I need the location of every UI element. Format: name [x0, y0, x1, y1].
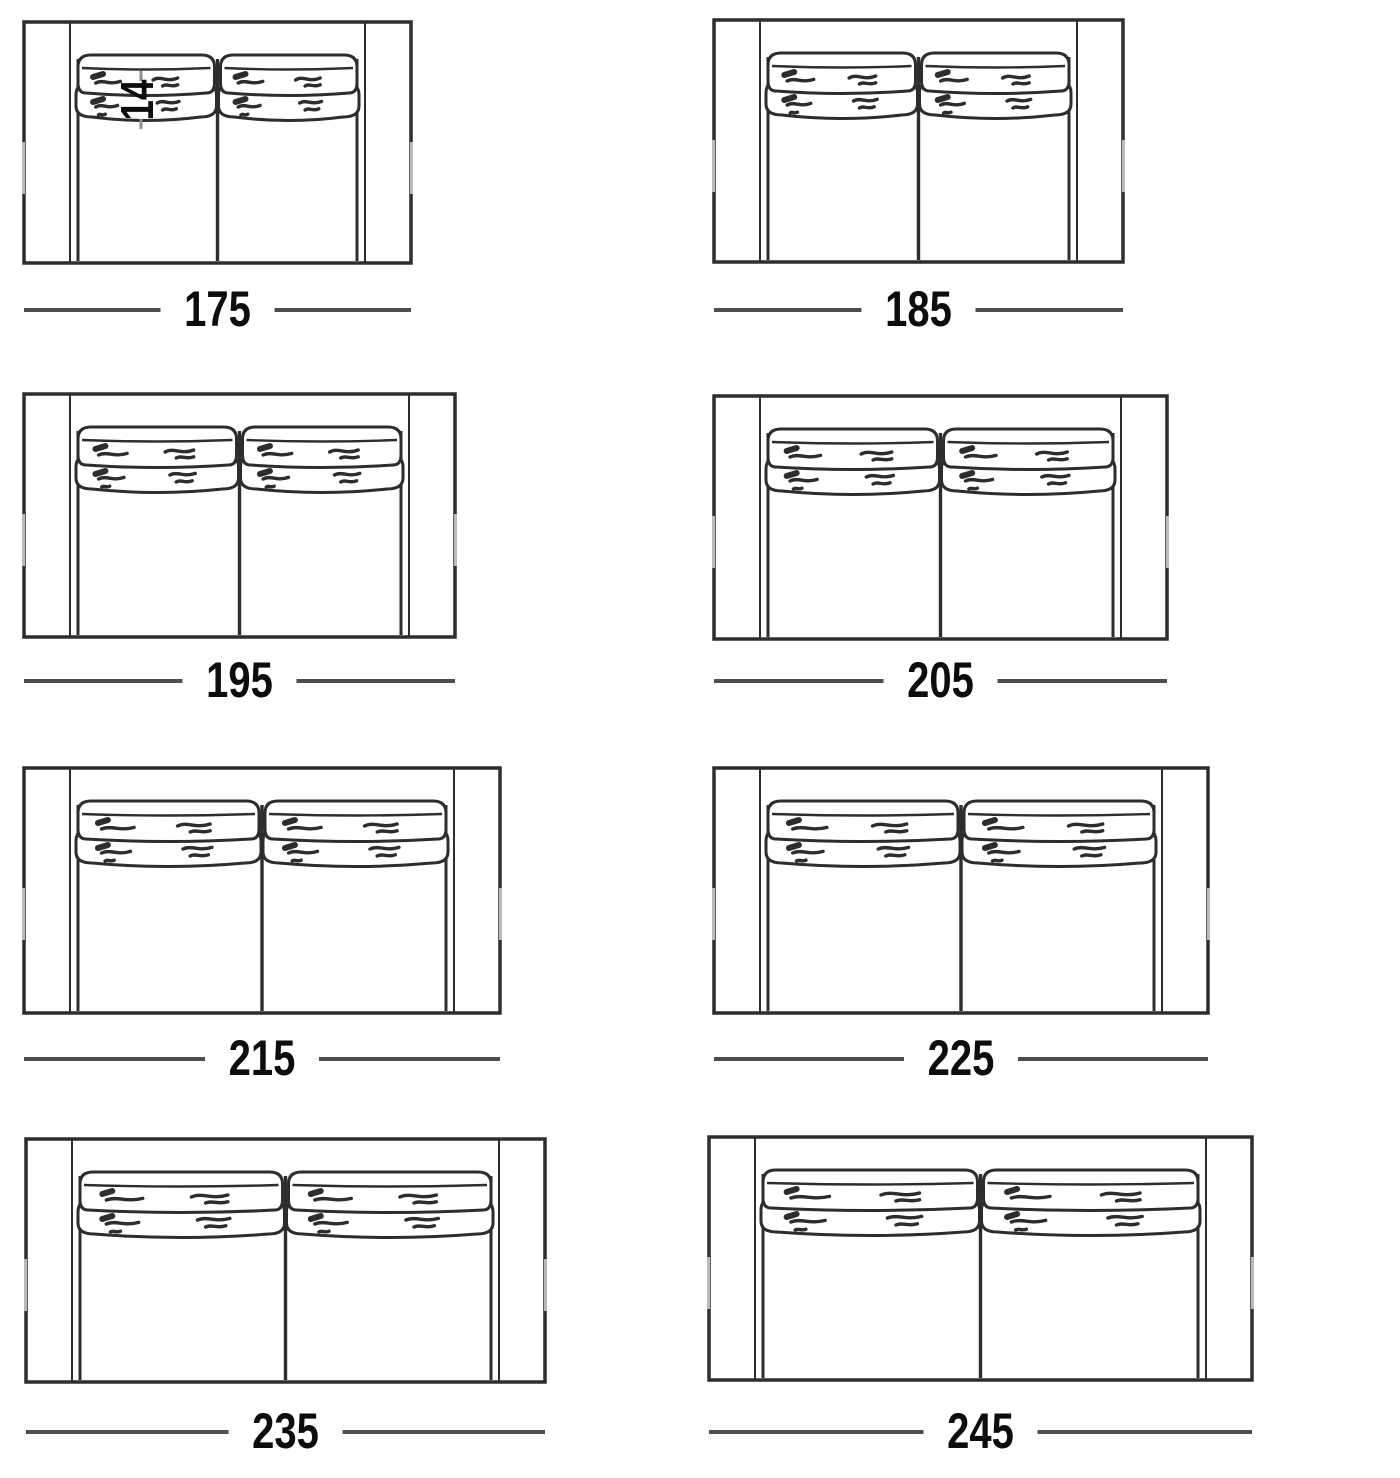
wrinkle-mark [793, 488, 801, 489]
wrinkle-mark [311, 1216, 321, 1219]
wrinkle-mark [365, 824, 398, 826]
wrinkle-mark [787, 448, 797, 451]
sofa-diagram-205 [714, 396, 1168, 708]
wrinkle-mark [787, 79, 814, 81]
wrinkle-mark [1011, 1196, 1050, 1198]
wrinkle-mark [938, 97, 948, 100]
wrinkle-mark [1074, 847, 1104, 849]
wrinkle-mark [854, 99, 878, 101]
dimension-label: 225 [927, 1029, 995, 1087]
sofa-diagram-215 [24, 768, 501, 1086]
wrinkle-mark [969, 488, 977, 489]
wrinkle-mark [163, 109, 177, 110]
wrinkle-mark [787, 1189, 797, 1192]
wrinkle-mark [1049, 483, 1066, 484]
dimension [24, 281, 411, 337]
wrinkle-mark [102, 851, 131, 853]
wrinkle-mark [176, 481, 192, 482]
wrinkle-mark [993, 860, 1003, 861]
wrinkle-mark [790, 455, 821, 457]
wrinkle-mark [414, 1202, 436, 1203]
wrinkle-mark [1082, 831, 1103, 832]
wrinkle-mark [106, 1222, 138, 1224]
wrinkle-mark [238, 105, 260, 107]
wrinkle-mark [285, 845, 295, 848]
wrinkle-mark [311, 1191, 321, 1194]
wrinkle-mark [95, 446, 105, 449]
wrinkle-mark [176, 457, 193, 458]
wrinkle-mark [989, 851, 1019, 853]
wrinkle-mark [341, 457, 358, 458]
dimension-label: 195 [206, 651, 273, 709]
wrinkle-mark [163, 85, 178, 86]
wrinkle-mark [1007, 1189, 1017, 1192]
wrinkle-mark [873, 824, 907, 826]
wrinkle-mark [1082, 855, 1101, 856]
wrinkle-mark [102, 1216, 112, 1219]
wrinkle-mark [315, 1198, 351, 1200]
wrinkle-mark [787, 103, 811, 105]
wrinkle-mark [190, 831, 210, 832]
wrinkle-mark [795, 1229, 806, 1230]
wrinkle-mark [966, 479, 993, 481]
wrinkle-mark [989, 827, 1023, 829]
wrinkle-mark [319, 1231, 329, 1232]
wrinkle-mark [1037, 452, 1068, 454]
wrinkle-mark [183, 847, 212, 849]
wrinkle-mark [873, 483, 890, 484]
wrinkle-mark [260, 446, 270, 449]
sofa-diagram-235 [26, 1139, 546, 1459]
wrinkle-mark [886, 831, 907, 832]
dimension-label: 205 [907, 651, 974, 709]
sofa-diagram-185 [714, 20, 1124, 337]
wrinkle-mark [260, 471, 270, 474]
wrinkle-mark [263, 453, 292, 455]
dimension [709, 1403, 1252, 1459]
wrinkle-mark [305, 109, 319, 110]
wrinkle-mark [238, 81, 263, 83]
wrinkle-mark [292, 860, 301, 861]
wrinkle-mark [370, 847, 399, 849]
wrinkle-mark [1108, 1216, 1142, 1218]
wrinkle-mark [98, 820, 108, 823]
sofa-diagram-225 [714, 768, 1209, 1086]
wrinkle-mark [93, 99, 103, 102]
wrinkle-mark [1016, 1229, 1027, 1230]
wrinkle-mark [98, 114, 105, 115]
wrinkle-mark [866, 475, 893, 477]
wrinkle-mark [1007, 99, 1031, 101]
dimension [714, 281, 1123, 337]
dimension [24, 652, 455, 708]
wrinkle-mark [886, 855, 905, 856]
wrinkle-mark [93, 74, 103, 77]
depth-label: 14 [111, 79, 163, 121]
dimension-label: 235 [252, 1402, 319, 1460]
wrinkle-mark [787, 1214, 797, 1217]
wrinkle-mark [784, 72, 794, 75]
dimension [714, 652, 1167, 708]
dimension [26, 1403, 545, 1459]
wrinkle-mark [985, 820, 995, 823]
dimension-label: 245 [947, 1402, 1014, 1460]
wrinkle-mark [102, 1191, 112, 1194]
wrinkle-mark [241, 114, 248, 115]
wrinkle-mark [236, 74, 246, 77]
wrinkle-mark [1069, 824, 1103, 826]
wrinkle-mark [334, 473, 359, 475]
wrinkle-mark [887, 1216, 921, 1218]
wrinkle-mark [377, 831, 397, 832]
wrinkle-mark [170, 473, 195, 475]
dimension-label: 175 [184, 280, 251, 338]
wrinkle-mark [881, 1193, 920, 1195]
wrinkle-mark [790, 479, 817, 481]
wrinkle-mark [315, 1222, 347, 1224]
wrinkle-mark [966, 455, 997, 457]
wrinkle-mark [791, 1196, 830, 1198]
wrinkle-mark [1013, 83, 1029, 84]
wrinkle-mark [289, 851, 318, 853]
wrinkle-mark [878, 847, 908, 849]
wrinkle-mark [305, 85, 320, 86]
wrinkle-mark [789, 845, 799, 848]
wrinkle-mark [1007, 1214, 1017, 1217]
wrinkle-mark [859, 83, 875, 84]
wrinkle-mark [789, 820, 799, 823]
wrinkle-mark [938, 72, 948, 75]
wrinkle-mark [944, 112, 951, 113]
wrinkle-mark [99, 453, 128, 455]
wrinkle-mark [191, 1195, 227, 1197]
wrinkle-mark [784, 97, 794, 100]
wrinkle-mark [1013, 107, 1028, 108]
wrinkle-mark [1042, 475, 1069, 477]
wrinkle-mark [102, 827, 135, 829]
wrinkle-mark [1116, 1200, 1140, 1201]
wrinkle-mark [296, 78, 321, 80]
wrinkle-mark [1116, 1224, 1137, 1225]
wrinkle-mark [414, 1226, 434, 1227]
wrinkle-mark [787, 473, 797, 476]
wrinkle-mark [1003, 76, 1030, 78]
wrinkle-mark [330, 450, 359, 452]
wrinkle-mark [263, 477, 288, 479]
wrinkle-mark [941, 103, 965, 105]
dimension [714, 1030, 1208, 1086]
wrinkle-mark [400, 1195, 436, 1197]
wrinkle-mark [236, 99, 246, 102]
wrinkle-mark [289, 827, 322, 829]
wrinkle-mark [1101, 1193, 1140, 1195]
wrinkle-mark [962, 473, 972, 476]
wrinkle-mark [793, 827, 827, 829]
wrinkle-mark [985, 845, 995, 848]
wrinkle-mark [99, 477, 124, 479]
wrinkle-mark [1049, 459, 1068, 460]
wrinkle-mark [285, 820, 295, 823]
dimension-label: 185 [885, 280, 952, 338]
wrinkle-mark [793, 851, 823, 853]
wrinkle-mark [341, 481, 357, 482]
wrinkle-mark [1011, 1220, 1045, 1222]
sofa-diagram-195 [24, 394, 456, 708]
wrinkle-mark [861, 452, 892, 454]
wrinkle-mark [197, 1218, 229, 1220]
wrinkle-mark [377, 855, 395, 856]
wrinkle-mark [962, 448, 972, 451]
wrinkle-mark [873, 459, 892, 460]
wrinkle-mark [206, 1202, 228, 1203]
wrinkle-mark [102, 486, 110, 487]
wrinkle-mark [797, 860, 807, 861]
wrinkle-mark [791, 1220, 825, 1222]
wrinkle-mark [896, 1200, 920, 1201]
wrinkle-mark [190, 855, 208, 856]
wrinkle-mark [790, 112, 797, 113]
dimension-label: 215 [228, 1029, 296, 1087]
wrinkle-mark [105, 860, 114, 861]
wrinkle-mark [165, 450, 194, 452]
wrinkle-mark [110, 1231, 120, 1232]
wrinkle-mark [206, 1226, 226, 1227]
wrinkle-mark [300, 101, 322, 103]
wrinkle-mark [941, 79, 968, 81]
sofa-diagram-245 [709, 1137, 1253, 1459]
wrinkle-mark [266, 486, 274, 487]
wrinkle-mark [896, 1224, 917, 1225]
wrinkle-mark [406, 1218, 438, 1220]
dimension [24, 1030, 500, 1086]
wrinkle-mark [95, 471, 105, 474]
wrinkle-mark [98, 845, 108, 848]
sofa-diagram-175 [24, 22, 412, 337]
wrinkle-mark [106, 1198, 142, 1200]
wrinkle-mark [178, 824, 211, 826]
wrinkle-mark [849, 76, 876, 78]
wrinkle-mark [859, 107, 874, 108]
